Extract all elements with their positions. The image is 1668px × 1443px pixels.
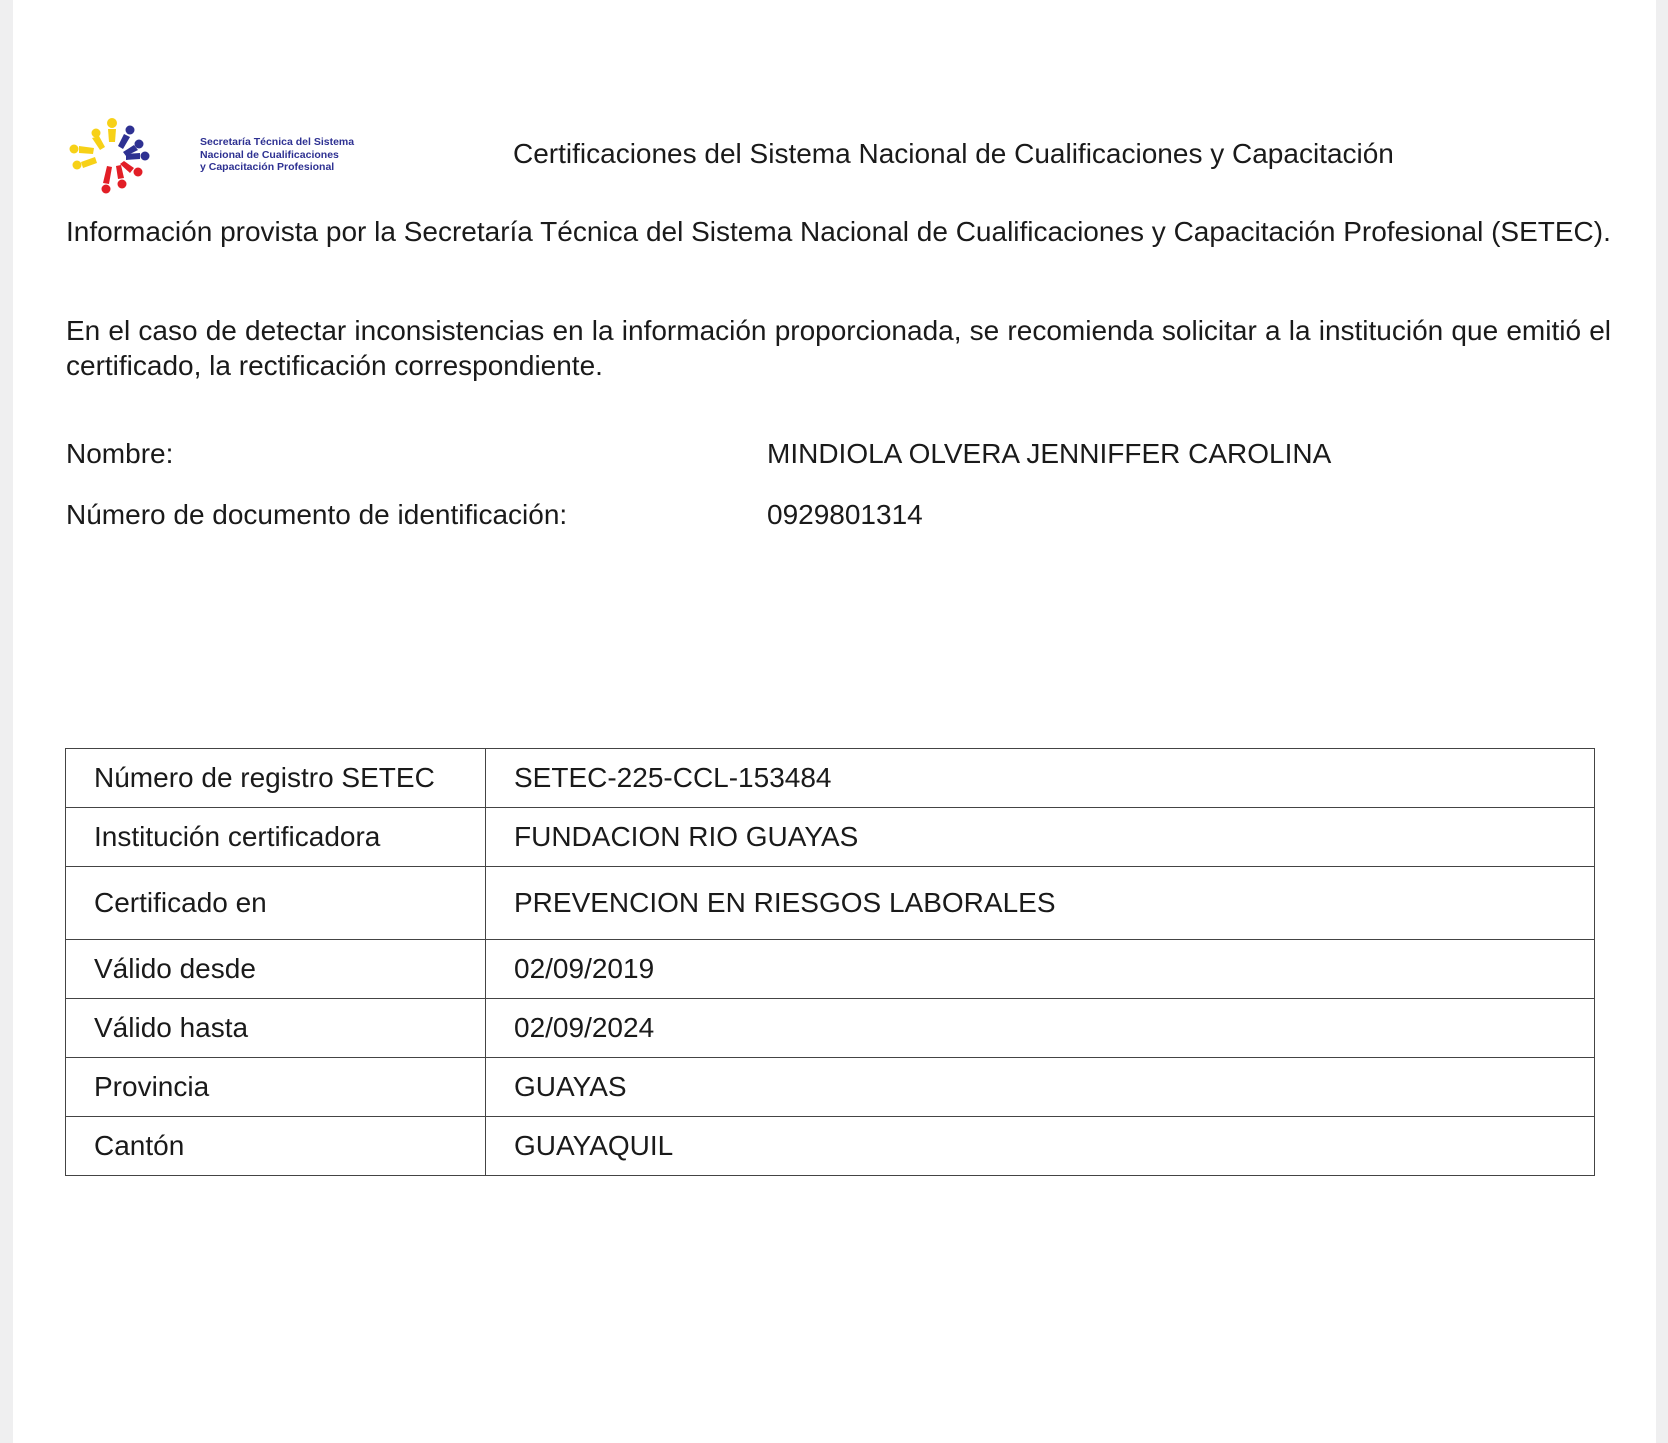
notice-paragraph: En el caso de detectar inconsistencias en la información proporcionada, se recomienda solicitar a la institución que emitió el certificado, la rectificación correspondiente. <box>66 315 1611 381</box>
row-value: 02/09/2019 <box>486 940 1595 999</box>
table-row <box>66 1117 1595 1176</box>
document-label: Número de documento de identificación: <box>66 499 568 530</box>
logo-text <box>200 136 354 174</box>
logo-line-2: Nacional de Cualificaciones <box>200 148 339 161</box>
row-label: Válido hasta <box>66 999 486 1058</box>
page-title: Certificaciones del Sistema Nacional de Cualificaciones y Capacitación <box>513 138 1394 169</box>
document-value: 0929801314 <box>767 499 923 530</box>
certificate-table <box>65 748 1595 1176</box>
row-label: Certificado en <box>66 867 486 940</box>
row-value: 02/09/2024 <box>486 999 1595 1058</box>
logo-line-3: y Capacitación Profesional <box>200 161 335 173</box>
table-row <box>66 999 1595 1058</box>
row-value: FUNDACION RIO GUAYAS <box>486 808 1595 867</box>
info-paragraph: Información provista por la Secretaría Técnica del Sistema Nacional de Cualificaciones y Capacitación Profesional (SETEC). <box>66 216 1611 247</box>
setec-logo <box>68 118 355 194</box>
row-value: GUAYAS <box>486 1058 1595 1117</box>
row-value: SETEC-225-CCL-153484 <box>486 749 1595 808</box>
row-label: Cantón <box>66 1117 486 1176</box>
name-value: MINDIOLA OLVERA JENNIFFER CAROLINA <box>767 438 1332 469</box>
name-label: Nombre: <box>66 438 174 469</box>
table-row <box>66 808 1595 867</box>
table-row <box>66 749 1595 808</box>
row-label: Número de registro SETEC <box>66 749 486 808</box>
setec-emblem-icon <box>68 118 198 194</box>
certificate-page <box>13 0 1656 1443</box>
table-row <box>66 1058 1595 1117</box>
table-row <box>66 940 1595 999</box>
table-row <box>66 867 1595 940</box>
row-label: Provincia <box>66 1058 486 1117</box>
row-value: PREVENCION EN RIESGOS LABORALES <box>486 867 1595 940</box>
row-label: Institución certificadora <box>66 808 486 867</box>
row-value: GUAYAQUIL <box>486 1117 1595 1176</box>
row-label: Válido desde <box>66 940 486 999</box>
logo-line-1: Secretaría Técnica del Sistema <box>200 136 355 148</box>
